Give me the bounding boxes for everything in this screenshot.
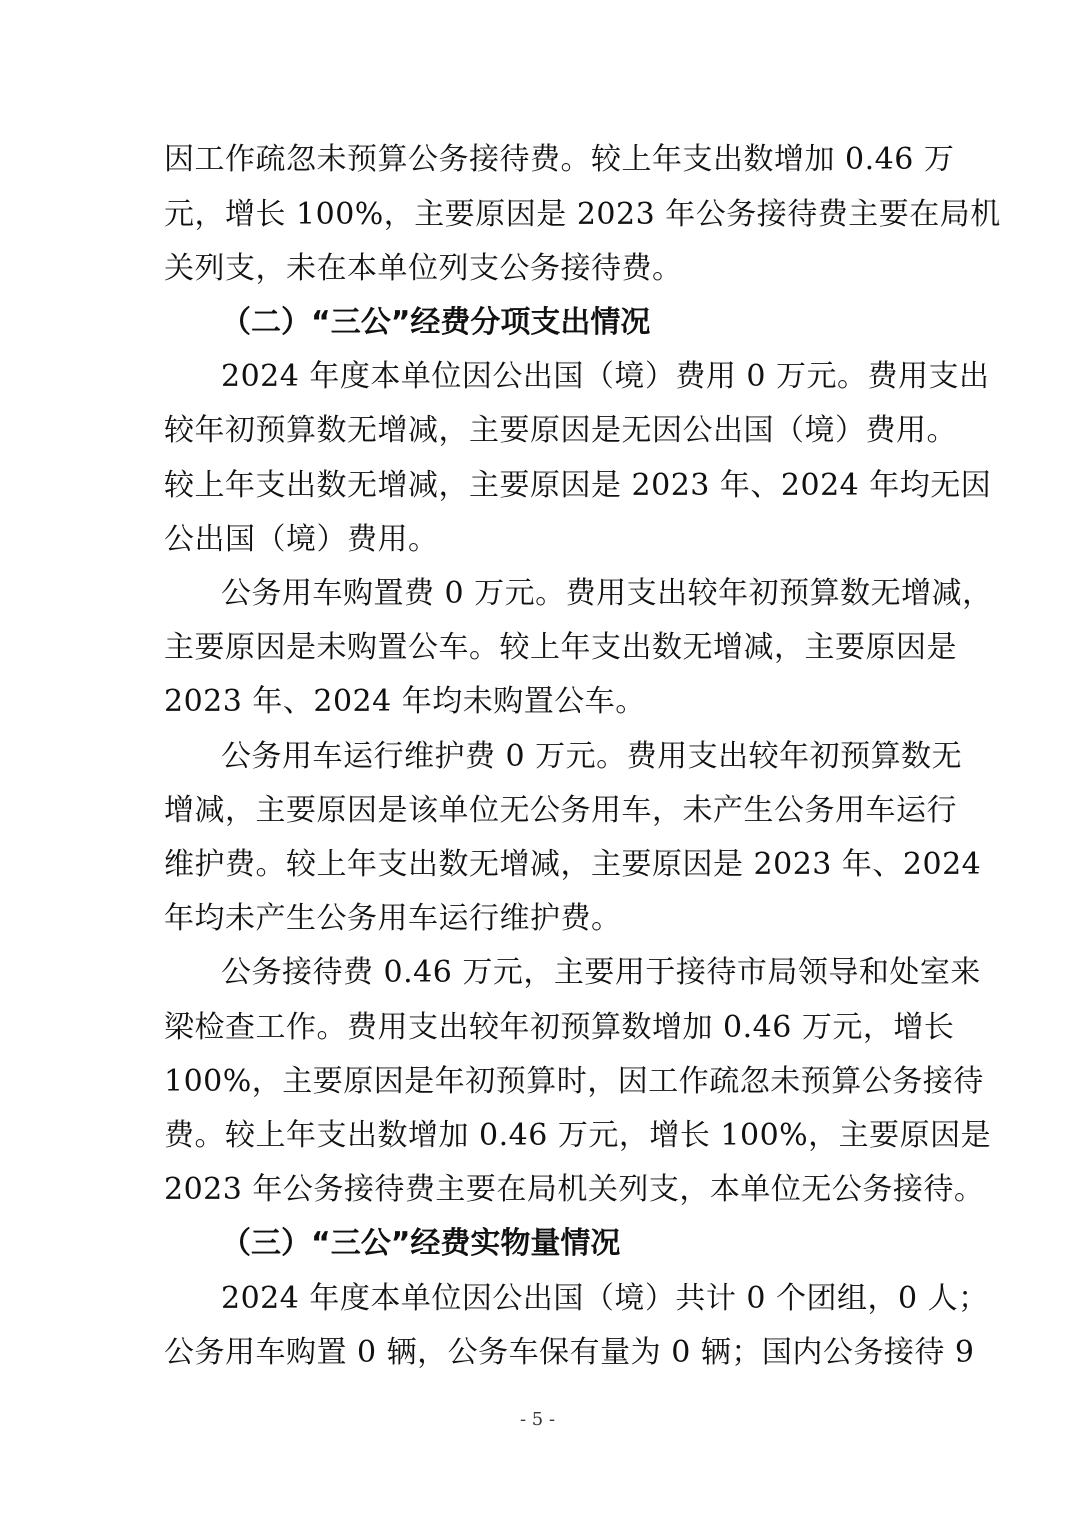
section-heading-3: （三）“三公”经费实物量情况	[221, 1226, 621, 1261]
paragraph-line: 梁检查工作。费用支出较年初预算数增加 0.46 万元，增长	[164, 1010, 955, 1045]
paragraph-line: 公务用车运行维护费 0 万元。费用支出较年初预算数无	[221, 739, 963, 774]
paragraph-line: 关列支，未在本单位列支公务接待费。	[164, 251, 683, 286]
paragraph-line: 2023 年、2024 年均未购置公车。	[164, 684, 646, 719]
paragraph-line: 公务接待费 0.46 万元，主要用于接待市局领导和处室来	[221, 955, 981, 990]
paragraph-line: 2024 年度本单位因公出国（境）费用 0 万元。费用支出	[221, 359, 990, 394]
paragraph-line: 主要原因是未购置公车。较上年支出数无增减，主要原因是	[164, 630, 957, 665]
paragraph-line: 较上年支出数无增减，主要原因是 2023 年、2024 年均无因	[164, 468, 992, 503]
section-heading-2: （二）“三公”经费分项支出情况	[221, 305, 651, 340]
paragraph-line: 因工作疏忽未预算公务接待费。较上年支出数增加 0.46 万	[164, 142, 955, 177]
paragraph-line: 年均未产生公务用车运行维护费。	[164, 901, 622, 936]
paragraph-line: 增减，主要原因是该单位无公务用车，未产生公务用车运行	[164, 793, 957, 828]
paragraph-line: 公出国（境）费用。	[164, 522, 439, 557]
page-number: - 5 -	[519, 1409, 556, 1430]
paragraph-line: 较年初预算数无增减，主要原因是无因公出国（境）费用。	[164, 413, 957, 448]
paragraph-line: 公务用车购置 0 辆，公务车保有量为 0 辆；国内公务接待 9	[164, 1335, 975, 1370]
paragraph-line: 维护费。较上年支出数无增减，主要原因是 2023 年、2024	[164, 847, 982, 882]
paragraph-line: 2023 年公务接待费主要在局机关列支，本单位无公务接待。	[164, 1172, 985, 1207]
paragraph-line: 元，增长 100%，主要原因是 2023 年公务接待费主要在局机	[164, 197, 1001, 232]
paragraph-line: 2024 年度本单位因公出国（境）共计 0 个团组，0 人；	[221, 1281, 989, 1316]
paragraph-line: 费。较上年支出数增加 0.46 万元，增长 100%，主要原因是	[164, 1118, 992, 1153]
paragraph-line: 100%，主要原因是年初预算时，因工作疏忽未预算公务接待	[164, 1064, 984, 1099]
paragraph-line: 公务用车购置费 0 万元。费用支出较年初预算数无增减，	[221, 576, 993, 611]
